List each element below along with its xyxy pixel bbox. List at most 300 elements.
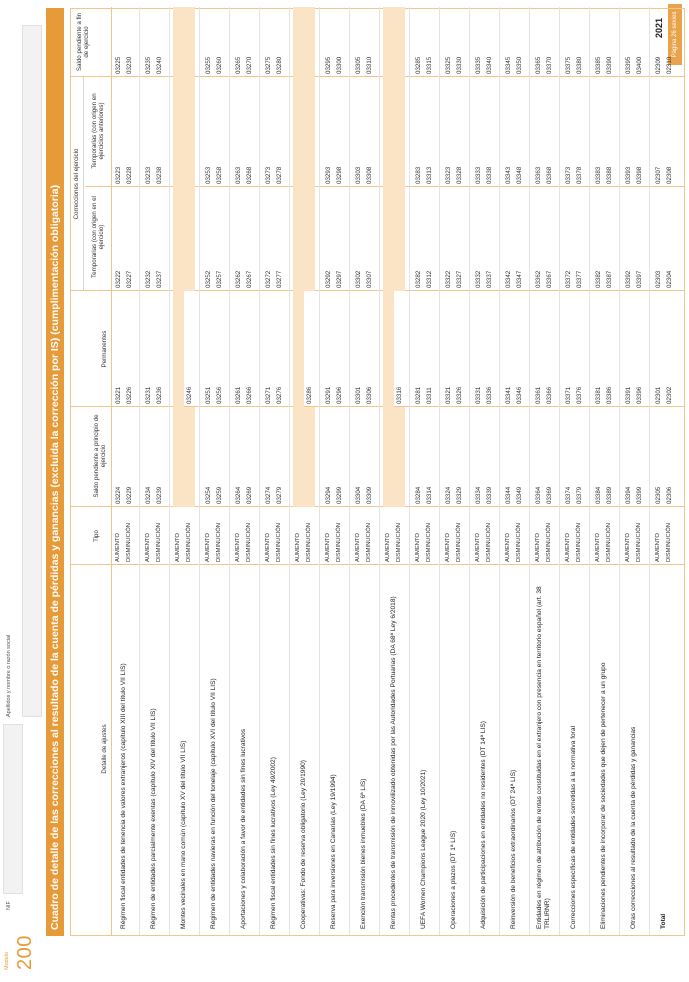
code-cell[interactable]: 03259 bbox=[216, 486, 223, 504]
group-separator bbox=[469, 7, 470, 935]
code-cell[interactable]: 03362 bbox=[535, 270, 542, 288]
code-cell[interactable]: 03281 bbox=[415, 386, 422, 404]
table-row bbox=[143, 7, 154, 935]
code-cell[interactable]: 02303 bbox=[655, 270, 662, 288]
table-row bbox=[544, 7, 555, 935]
table-row bbox=[173, 7, 184, 935]
adjustment-description: Cooperativas: Fondo de reserva obligatorio (Ley 20/1990) bbox=[300, 760, 308, 929]
code-cell[interactable]: 03400 bbox=[636, 56, 643, 74]
adjustment-group bbox=[383, 7, 405, 935]
adjustment-group bbox=[203, 7, 225, 935]
code-cell[interactable]: 03272 bbox=[265, 270, 272, 288]
group-separator bbox=[619, 7, 620, 935]
code-cell[interactable]: 03273 bbox=[265, 166, 272, 184]
code-cell[interactable]: 03224 bbox=[115, 486, 122, 504]
adjustment-description: Aportaciones y colaboración a favor de entidades sin fines lucrativos bbox=[240, 728, 248, 929]
code-cell[interactable]: 03308 bbox=[366, 166, 373, 184]
code-cell[interactable]: 03292 bbox=[325, 270, 332, 288]
code-cell[interactable]: 03267 bbox=[246, 270, 253, 288]
code-cell[interactable]: 03316 bbox=[396, 386, 403, 404]
page-badge: Página 26 sexies bbox=[668, 4, 682, 65]
code-cell[interactable]: 03341 bbox=[505, 386, 512, 404]
code-cell[interactable]: 03325 bbox=[445, 56, 452, 74]
code-cell[interactable]: 03222 bbox=[115, 270, 122, 288]
tipo-cell: AUMENTO bbox=[565, 533, 571, 562]
shaded-cell bbox=[394, 187, 405, 291]
code-cell[interactable]: 03310 bbox=[366, 56, 373, 74]
code-cell[interactable]: 03382 bbox=[595, 270, 602, 288]
shaded-cell bbox=[184, 7, 195, 77]
group-separator bbox=[289, 7, 290, 935]
name-field[interactable] bbox=[22, 25, 42, 717]
code-cell[interactable]: 03223 bbox=[115, 166, 122, 184]
code-cell[interactable]: 03396 bbox=[636, 386, 643, 404]
form-header bbox=[0, 0, 44, 982]
tipo-cell: AUMENTO bbox=[145, 533, 151, 562]
code-cell[interactable]: 03329 bbox=[456, 486, 463, 504]
tipo-cell: AUMENTO bbox=[535, 533, 541, 562]
code-cell[interactable]: 03364 bbox=[535, 486, 542, 504]
table-row bbox=[563, 7, 574, 935]
code-cell[interactable]: 03306 bbox=[366, 386, 373, 404]
code-cell[interactable]: 03340 bbox=[486, 56, 493, 74]
tipo-cell: AUMENTO bbox=[415, 533, 421, 562]
code-cell[interactable]: 03343 bbox=[505, 166, 512, 184]
code-cell[interactable]: 03327 bbox=[456, 270, 463, 288]
code-cell[interactable]: 03328 bbox=[456, 166, 463, 184]
code-cell[interactable]: 03229 bbox=[126, 486, 133, 504]
tipo-cell: AUMENTO bbox=[115, 533, 121, 562]
adjustment-description: Régimen fiscal entidades de tenencia de valores extranjeros (capítulo XIII del título VII LIS) bbox=[120, 663, 128, 929]
code-cell[interactable]: 03385 bbox=[595, 56, 602, 74]
group-separator bbox=[379, 7, 380, 935]
code-cell[interactable]: 03254 bbox=[205, 486, 212, 504]
code-cell[interactable]: 03226 bbox=[126, 386, 133, 404]
code-cell[interactable]: 03393 bbox=[625, 166, 632, 184]
code-cell[interactable]: 03236 bbox=[156, 386, 163, 404]
tipo-cell: DISMINUCIÓN bbox=[336, 523, 342, 562]
code-cell[interactable]: 03350 bbox=[516, 56, 523, 74]
code-cell[interactable]: 03334 bbox=[475, 486, 482, 504]
code-cell[interactable]: 03398 bbox=[636, 166, 643, 184]
adjustments-table bbox=[70, 8, 685, 936]
code-cell[interactable]: 03255 bbox=[205, 56, 212, 74]
code-cell[interactable]: 02309 bbox=[655, 56, 662, 74]
code-cell[interactable]: 03293 bbox=[325, 166, 332, 184]
code-cell[interactable]: 03277 bbox=[276, 270, 283, 288]
tipo-cell: AUMENTO bbox=[235, 533, 241, 562]
code-cell[interactable]: 03337 bbox=[486, 270, 493, 288]
header-correcciones-group: Correcciones del ejercicio bbox=[73, 148, 80, 220]
table-row bbox=[454, 7, 465, 935]
table-row bbox=[214, 7, 225, 935]
table-row bbox=[443, 7, 454, 935]
code-cell[interactable]: 03331 bbox=[475, 386, 482, 404]
code-cell[interactable]: 03238 bbox=[156, 166, 163, 184]
table-row bbox=[124, 7, 135, 935]
adjustment-group bbox=[623, 7, 645, 935]
shaded-cell bbox=[173, 7, 184, 77]
adjustment-description: Adquisición de participaciones en entidades no residentes (DT 14ª LIS) bbox=[480, 721, 488, 929]
adjustment-group bbox=[173, 7, 195, 935]
code-cell[interactable]: 03368 bbox=[546, 166, 553, 184]
code-cell[interactable]: 03278 bbox=[276, 166, 283, 184]
code-cell[interactable]: 03294 bbox=[325, 486, 332, 504]
tipo-cell: AUMENTO bbox=[595, 533, 601, 562]
group-separator bbox=[199, 7, 200, 935]
code-cell[interactable]: 03235 bbox=[145, 56, 152, 74]
code-cell[interactable]: 03240 bbox=[156, 56, 163, 74]
code-cell[interactable]: 03380 bbox=[576, 56, 583, 74]
code-cell[interactable]: 03313 bbox=[426, 166, 433, 184]
code-cell[interactable]: 03361 bbox=[535, 386, 542, 404]
code-cell[interactable]: 03370 bbox=[546, 56, 553, 74]
tipo-cell: DISMINUCIÓN bbox=[306, 523, 312, 562]
adjustment-description: Reinversión de beneficios extraordinarios (DT 24ª LIS) bbox=[510, 769, 518, 929]
code-cell[interactable]: 03225 bbox=[115, 56, 122, 74]
tipo-cell: AUMENTO bbox=[175, 533, 181, 562]
adjustment-description: Régimen de entidades parcialmente exentas (capítulo XIV del título VII LIS) bbox=[150, 708, 158, 929]
group-separator bbox=[409, 7, 410, 935]
shaded-cell bbox=[293, 7, 304, 77]
header-rule-group bbox=[83, 77, 84, 291]
tipo-cell: DISMINUCIÓN bbox=[666, 523, 672, 562]
code-cell[interactable]: 03268 bbox=[246, 166, 253, 184]
code-cell[interactable]: 03373 bbox=[565, 166, 572, 184]
code-cell[interactable]: 03311 bbox=[426, 387, 433, 404]
code-cell[interactable]: 03332 bbox=[475, 270, 482, 288]
code-cell[interactable]: 03346 bbox=[516, 386, 523, 404]
code-cell[interactable]: 03322 bbox=[445, 270, 452, 288]
adjustment-group bbox=[233, 7, 255, 935]
code-cell[interactable]: 03300 bbox=[336, 56, 343, 74]
code-cell[interactable]: 03338 bbox=[486, 166, 493, 184]
code-cell[interactable]: 03363 bbox=[535, 166, 542, 184]
code-cell[interactable]: 03374 bbox=[565, 486, 572, 504]
code-cell[interactable]: 03342 bbox=[505, 270, 512, 288]
shaded-cell bbox=[383, 291, 394, 407]
table-row bbox=[383, 7, 394, 935]
code-cell[interactable]: 03339 bbox=[486, 486, 493, 504]
code-cell[interactable]: 02301 bbox=[655, 386, 662, 404]
table-row bbox=[184, 7, 195, 935]
code-cell[interactable]: 03345 bbox=[505, 56, 512, 74]
tipo-cell: AUMENTO bbox=[475, 533, 481, 562]
code-cell[interactable]: 03284 bbox=[415, 486, 422, 504]
code-cell[interactable]: 03381 bbox=[595, 386, 602, 404]
code-cell[interactable]: 03291 bbox=[325, 386, 332, 404]
code-cell[interactable]: 03251 bbox=[205, 386, 212, 404]
shaded-cell bbox=[394, 7, 405, 77]
code-cell[interactable]: 03262 bbox=[235, 270, 242, 288]
code-cell[interactable]: 03375 bbox=[565, 56, 572, 74]
code-cell[interactable]: 02308 bbox=[666, 166, 673, 184]
code-cell[interactable]: 03246 bbox=[186, 386, 193, 404]
table-row bbox=[113, 7, 124, 935]
code-cell[interactable]: 03301 bbox=[355, 386, 362, 404]
header-temp-ejercicio: Temporarias (con origen en el ejercicio) bbox=[91, 196, 105, 278]
code-cell[interactable]: 03285 bbox=[415, 56, 422, 74]
tax-year: 2021 bbox=[654, 17, 664, 38]
code-cell[interactable]: 03324 bbox=[445, 486, 452, 504]
code-cell[interactable]: 03372 bbox=[565, 270, 572, 288]
code-cell[interactable]: 03283 bbox=[415, 166, 422, 184]
group-separator bbox=[139, 7, 140, 935]
adjustment-group bbox=[263, 7, 285, 935]
table-row bbox=[634, 7, 645, 935]
table-row bbox=[593, 7, 604, 935]
tipo-cell: DISMINUCIÓN bbox=[186, 523, 192, 562]
shaded-cell bbox=[293, 77, 304, 187]
code-cell[interactable]: 03233 bbox=[145, 166, 152, 184]
table-row bbox=[293, 7, 304, 935]
code-cell[interactable]: 03303 bbox=[355, 166, 362, 184]
code-cell[interactable]: 03399 bbox=[636, 486, 643, 504]
shaded-cell bbox=[383, 407, 394, 507]
code-cell[interactable]: 03389 bbox=[606, 486, 613, 504]
code-cell[interactable]: 03321 bbox=[445, 386, 452, 404]
code-cell[interactable]: 03387 bbox=[606, 270, 613, 288]
tipo-cell: DISMINUCIÓN bbox=[426, 523, 432, 562]
code-cell[interactable]: 02310 bbox=[666, 56, 673, 74]
code-cell[interactable]: 03298 bbox=[336, 166, 343, 184]
code-cell[interactable]: 03275 bbox=[265, 56, 272, 74]
code-cell[interactable]: 03347 bbox=[516, 270, 523, 288]
code-cell[interactable]: 03276 bbox=[276, 386, 283, 404]
table-row bbox=[574, 7, 585, 935]
tipo-cell: AUMENTO bbox=[325, 533, 331, 562]
code-cell[interactable]: 03296 bbox=[336, 386, 343, 404]
group-separator bbox=[229, 7, 230, 935]
table-row bbox=[244, 7, 255, 935]
table-row bbox=[364, 7, 375, 935]
tipo-cell: DISMINUCIÓN bbox=[216, 523, 222, 562]
adjustment-description: Entidades en régimen de atribución de rentas constituidas en el extranjero con presencia en territorio español (art. 38 TRLIRNR) bbox=[536, 586, 551, 929]
tipo-cell: DISMINUCIÓN bbox=[516, 523, 522, 562]
form-title: Cuadro de detalle de las correcciones al resultado de la cuenta de pérdidas y ganancias (excluida la corrección por IS) (cumplimentación obligatoria) bbox=[46, 8, 64, 936]
code-cell[interactable]: 03367 bbox=[546, 270, 553, 288]
code-cell[interactable]: 02306 bbox=[666, 486, 673, 504]
table-row bbox=[154, 7, 165, 935]
code-cell[interactable]: 03384 bbox=[595, 486, 602, 504]
header-permanentes: Permanentes bbox=[101, 330, 108, 368]
tipo-cell: AUMENTO bbox=[445, 533, 451, 562]
modelo-number: 200 bbox=[14, 935, 36, 970]
code-cell[interactable]: 03280 bbox=[276, 56, 283, 74]
code-cell[interactable]: 03333 bbox=[475, 166, 482, 184]
table-row bbox=[263, 7, 274, 935]
adjustment-group bbox=[353, 7, 375, 935]
table-row bbox=[304, 7, 315, 935]
code-cell[interactable]: 03230 bbox=[126, 56, 133, 74]
adjustment-description: Exención transmisión bienes inmuebles (DA 6ª LIS) bbox=[360, 778, 368, 929]
code-cell[interactable]: 03349 bbox=[516, 486, 523, 504]
code-cell[interactable]: 03256 bbox=[216, 386, 223, 404]
code-cell[interactable]: 03323 bbox=[445, 166, 452, 184]
code-cell[interactable]: 03271 bbox=[265, 386, 272, 404]
adjustment-description: Rentas procedentes de transmisión de inmovilizado obtenidas por las Autoridades Portuarias (DA 68ª Ley 6/2018) bbox=[390, 596, 398, 929]
shaded-cell bbox=[304, 407, 315, 507]
code-cell[interactable]: 03261 bbox=[235, 386, 242, 404]
code-cell[interactable]: 03270 bbox=[246, 56, 253, 74]
code-cell[interactable]: 03258 bbox=[216, 166, 223, 184]
code-cell[interactable]: 03377 bbox=[576, 270, 583, 288]
code-cell[interactable]: 03394 bbox=[625, 486, 632, 504]
header-saldo-inicio: Saldo pendiente a principio de ejercicio bbox=[93, 414, 107, 498]
shaded-cell bbox=[184, 407, 195, 507]
code-cell[interactable]: 03326 bbox=[456, 386, 463, 404]
adjustment-description: Operaciones a plazos (DT 1ª LIS) bbox=[450, 830, 458, 929]
table-row bbox=[424, 7, 435, 935]
code-cell[interactable]: 03344 bbox=[505, 486, 512, 504]
total-group bbox=[653, 7, 675, 935]
code-cell[interactable]: 03312 bbox=[426, 270, 433, 288]
code-cell[interactable]: 03295 bbox=[325, 56, 332, 74]
code-cell[interactable]: 03395 bbox=[625, 56, 632, 74]
code-cell[interactable]: 03314 bbox=[426, 486, 433, 504]
header-detalle: Detalle de ajustes bbox=[101, 724, 108, 774]
shaded-cell bbox=[394, 77, 405, 187]
name-label: Apellidos y nombre o razón social bbox=[6, 634, 12, 717]
shaded-cell bbox=[184, 77, 195, 187]
header-tipo: Tipo bbox=[93, 530, 100, 542]
nif-label: NIF bbox=[6, 901, 12, 910]
tipo-cell: DISMINUCIÓN bbox=[486, 523, 492, 562]
code-cell[interactable]: 03231 bbox=[145, 386, 152, 404]
shaded-cell bbox=[383, 77, 394, 187]
code-cell[interactable]: 03299 bbox=[336, 486, 343, 504]
code-cell[interactable]: 03383 bbox=[595, 166, 602, 184]
group-separator bbox=[439, 7, 440, 935]
code-cell[interactable]: 03390 bbox=[606, 56, 613, 74]
table-row bbox=[353, 7, 364, 935]
code-cell[interactable]: 03227 bbox=[126, 270, 133, 288]
code-cell[interactable]: 03391 bbox=[625, 386, 632, 404]
code-cell[interactable]: 03307 bbox=[366, 270, 373, 288]
adjustment-group bbox=[413, 7, 435, 935]
table-row bbox=[664, 7, 675, 935]
code-cell[interactable]: 03265 bbox=[235, 56, 242, 74]
code-cell[interactable]: 03388 bbox=[606, 166, 613, 184]
code-cell[interactable]: 03252 bbox=[205, 270, 212, 288]
group-separator bbox=[559, 7, 560, 935]
shaded-cell bbox=[383, 187, 394, 291]
shaded-cell bbox=[293, 291, 304, 407]
tipo-cell: AUMENTO bbox=[505, 533, 511, 562]
code-cell[interactable]: 03279 bbox=[276, 486, 283, 504]
group-separator bbox=[349, 7, 350, 935]
code-cell[interactable]: 03221 bbox=[115, 386, 122, 404]
code-cell[interactable]: 03239 bbox=[156, 486, 163, 504]
code-cell[interactable]: 03282 bbox=[415, 270, 422, 288]
table-row bbox=[653, 7, 664, 935]
tipo-cell: DISMINUCIÓN bbox=[636, 523, 642, 562]
code-cell[interactable]: 03392 bbox=[625, 270, 632, 288]
code-cell[interactable]: 03232 bbox=[145, 270, 152, 288]
group-separator bbox=[259, 7, 260, 935]
adjustment-description: Total bbox=[660, 913, 668, 929]
group-separator bbox=[589, 7, 590, 935]
code-cell[interactable]: 03297 bbox=[336, 270, 343, 288]
code-cell[interactable]: 03269 bbox=[246, 486, 253, 504]
table-row bbox=[623, 7, 634, 935]
code-cell[interactable]: 03263 bbox=[235, 166, 242, 184]
group-separator bbox=[319, 7, 320, 935]
code-cell[interactable]: 03386 bbox=[606, 386, 613, 404]
header-temp-anteriores: Temporarias (con origen en ejercicios anteriores) bbox=[91, 93, 105, 169]
code-cell[interactable]: 03228 bbox=[126, 166, 133, 184]
tipo-cell: DISMINUCIÓN bbox=[126, 523, 132, 562]
code-cell[interactable]: 03330 bbox=[456, 56, 463, 74]
code-cell[interactable]: 03315 bbox=[426, 56, 433, 74]
adjustment-group bbox=[443, 7, 465, 935]
nif-field[interactable] bbox=[3, 724, 23, 894]
adjustment-description: Eliminaciones pendientes de incorporar de sociedades que dejen de pertenecer a un grupo bbox=[600, 662, 608, 929]
code-cell[interactable]: 03305 bbox=[355, 56, 362, 74]
code-cell[interactable]: 03304 bbox=[355, 486, 362, 504]
code-cell[interactable]: 03379 bbox=[576, 486, 583, 504]
adjustment-group bbox=[113, 7, 135, 935]
code-cell[interactable]: 03257 bbox=[216, 270, 223, 288]
shaded-cell bbox=[304, 77, 315, 187]
table-row bbox=[233, 7, 244, 935]
code-cell[interactable]: 03274 bbox=[265, 486, 272, 504]
code-cell[interactable]: 03378 bbox=[576, 166, 583, 184]
code-cell[interactable]: 03302 bbox=[355, 270, 362, 288]
table-row bbox=[334, 7, 345, 935]
code-cell[interactable]: 03348 bbox=[516, 166, 523, 184]
tipo-cell: DISMINUCIÓN bbox=[276, 523, 282, 562]
header-rule-bottom bbox=[111, 7, 112, 935]
code-cell[interactable]: 02304 bbox=[666, 270, 673, 288]
group-separator bbox=[529, 7, 530, 935]
table-row bbox=[604, 7, 615, 935]
code-cell[interactable]: 03335 bbox=[475, 56, 482, 74]
table-row bbox=[394, 7, 405, 935]
code-cell[interactable]: 03366 bbox=[546, 386, 553, 404]
code-cell[interactable]: 03371 bbox=[565, 386, 572, 404]
code-cell[interactable]: 03309 bbox=[366, 486, 373, 504]
code-cell[interactable]: 03266 bbox=[246, 386, 253, 404]
tipo-cell: AUMENTO bbox=[385, 533, 391, 562]
tipo-cell: AUMENTO bbox=[295, 533, 301, 562]
code-cell[interactable]: 03237 bbox=[156, 270, 163, 288]
tipo-cell: DISMINUCIÓN bbox=[366, 523, 372, 562]
code-cell[interactable]: 03376 bbox=[576, 386, 583, 404]
adjustment-group bbox=[563, 7, 585, 935]
header-saldo-fin: Saldo pendiente a fin de ejercicio bbox=[76, 12, 90, 72]
code-cell[interactable]: 02302 bbox=[666, 386, 673, 404]
table-row bbox=[533, 7, 544, 935]
code-cell[interactable]: 03264 bbox=[235, 486, 242, 504]
code-cell[interactable]: 02305 bbox=[655, 486, 662, 504]
table-row bbox=[274, 7, 285, 935]
code-cell[interactable]: 03336 bbox=[486, 386, 493, 404]
code-cell[interactable]: 03369 bbox=[546, 486, 553, 504]
code-cell[interactable]: 03365 bbox=[535, 56, 542, 74]
code-cell[interactable]: 03260 bbox=[216, 56, 223, 74]
code-cell[interactable]: 03234 bbox=[145, 486, 152, 504]
code-cell[interactable]: 03253 bbox=[205, 166, 212, 184]
adjustment-description: Otras correcciones al resultado de la cuenta de pérdidas y ganancias bbox=[630, 726, 638, 929]
tipo-cell: DISMINUCIÓN bbox=[576, 523, 582, 562]
code-cell[interactable]: 02307 bbox=[655, 166, 662, 184]
adjustment-group bbox=[143, 7, 165, 935]
code-cell[interactable]: 03397 bbox=[636, 270, 643, 288]
adjustment-description: Régimen de entidades navieras en función del tonelaje (capítulo XVI del título VII LIS) bbox=[210, 678, 218, 929]
code-cell[interactable]: 03286 bbox=[306, 386, 313, 404]
adjustment-group bbox=[473, 7, 495, 935]
